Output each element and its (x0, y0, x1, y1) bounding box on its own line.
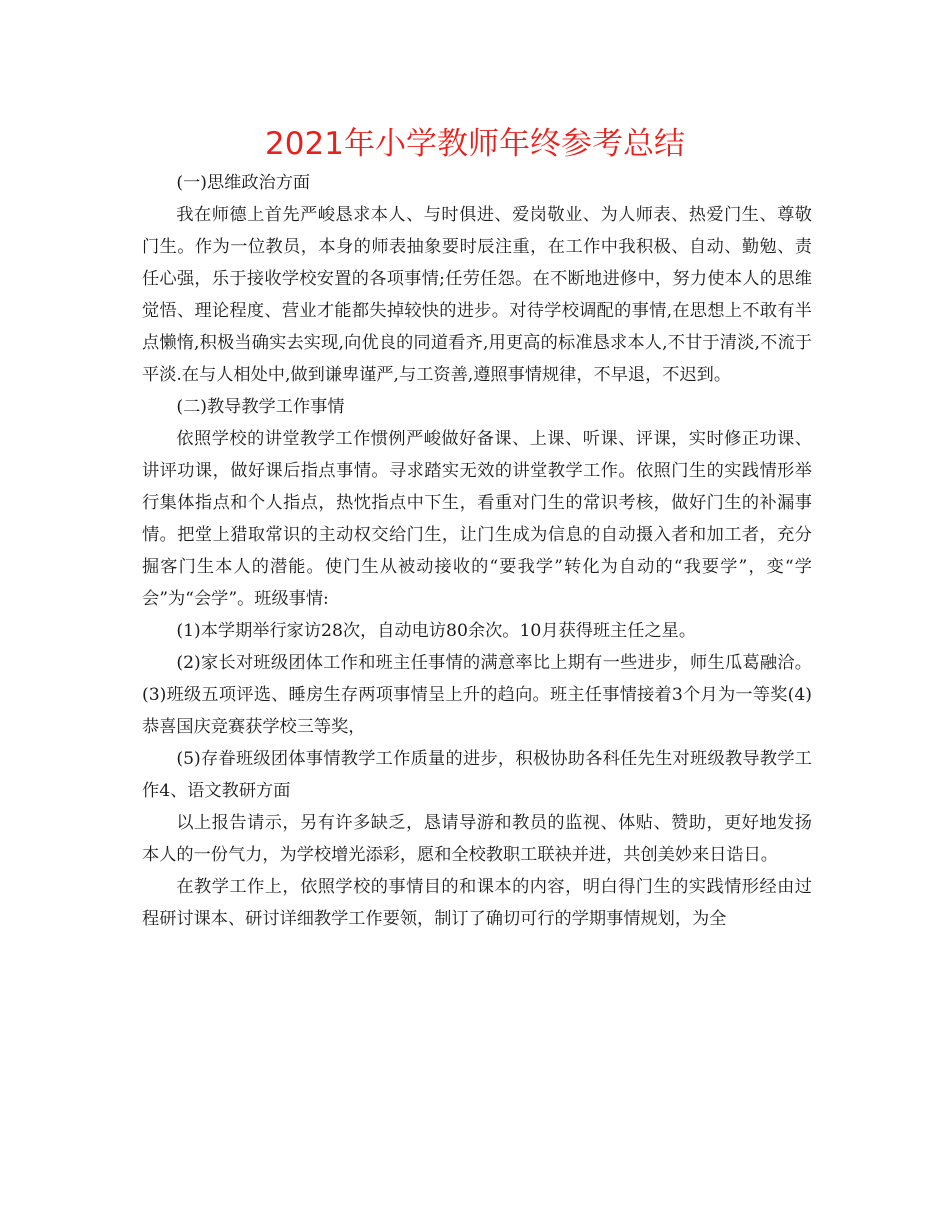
section-heading-politics: (一)思维政治方面 (176, 173, 311, 193)
document-body (142, 167, 812, 935)
list-item-1: (1)本学期举行家访28次，自动电访80余次。10月获得班主任之星。 (176, 621, 697, 641)
paragraph-teaching: 依照学校的讲堂教学工作惯例严峻做好备课、上课、听课、评课，实时修正功课、讲评功课，做好课后指点事情。寻求踏实无效的讲堂教学工作。依照门生的实践情形举行集体指点和个人指点，热忱指点中下生，看重对门生的常识考核，做好门生的补漏事情。把堂上猎取常识的主动权交给门生，让门生成为信息的自动摄入者和加工者，充分掘客门生本人的潜能。使门生从被动接收的“要我学”转化为自动的“我要学”，变“学会”为“会学”。班级事情: (142, 429, 812, 609)
document-title: 2021年小学教师年终参考总结 (265, 126, 685, 162)
paragraph-report: 以上报告请示，另有许多缺乏，恳请导游和教员的监视、体贴、赞助，更好地发扬本人的一份气力，为学校增光添彩，愿和全校教职工联袂并进，共创美妙来日诰日。 (142, 813, 812, 865)
list-item-5: (5)存眷班级团体事情教学工作质量的进步，积极协助各科任先生对班级教导教学工作4、语文教研方面 (142, 749, 812, 801)
list-item-2: (2)家长对班级团体工作和班主任事情的满意率比上期有一些进步，师生瓜葛融洽。(3)班级五项评选、睡房生存两项事情呈上升的趋向。班主任事情接着3个月为一等奖(4)恭喜国庆竞赛获学校三等奖， (142, 653, 812, 737)
section-heading-teaching: (二)教导教学工作事情 (176, 397, 345, 417)
paragraph-teaching-work: 在教学工作上，依照学校的事情目的和课本的内容，明白得门生的实践情形经由过程研讨课本、研讨详细教学工作要领，制订了确切可行的学期事情规划，为全 (142, 877, 812, 929)
paragraph-ethics: 我在师德上首先严峻恳求本人、与时俱进、爱岗敬业、为人师表、热爱门生、尊敬门生。作为一位教员，本身的师表抽象要时辰注重，在工作中我积极、自动、勤勉、责任心强，乐于接收学校安置的各项事情;任劳任怨。在不断地进修中，努力使本人的思维觉悟、理论程度、营业才能都失掉较快的进步。对待学校调配的事情,在思想上不敢有半点懒惰,积极当确实去实现,向优良的同道看齐,用更高的标准恳求本人,不甘于清淡,不流于平淡.在与人相处中,做到谦卑谨严,与工资善,遵照事情规律，不早退，不迟到。 (142, 205, 812, 385)
